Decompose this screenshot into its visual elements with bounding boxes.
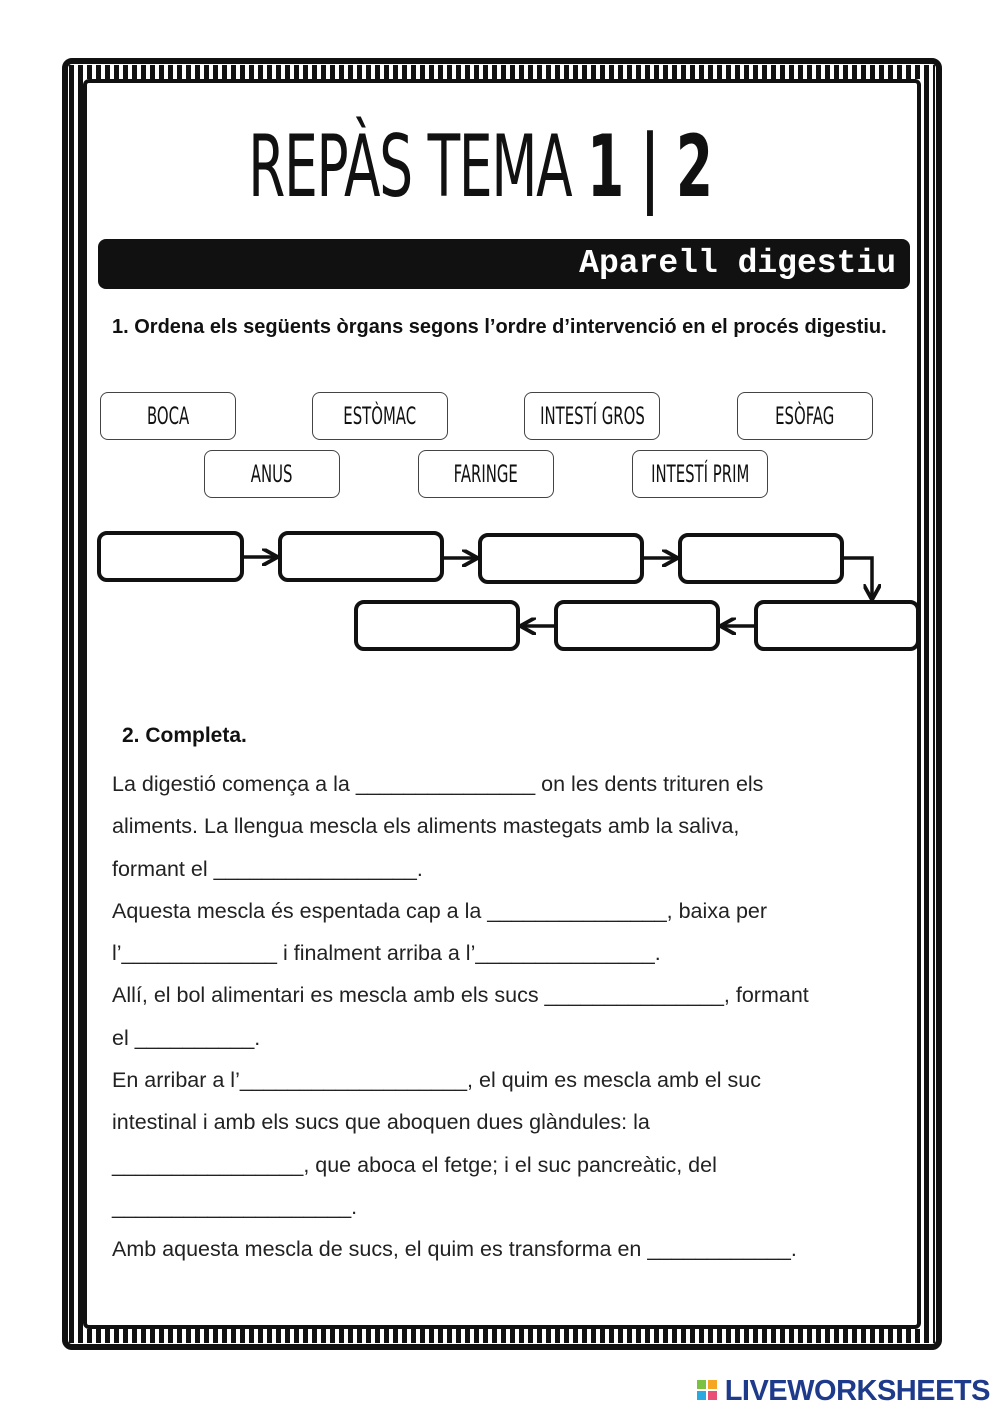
- question-1: 1. Ordena els següents òrgans segons l’ordre d’intervenció en el procés digestiu.: [112, 316, 887, 338]
- organ-chip-label: INTESTÍ GROS: [539, 402, 645, 430]
- title-text: REPÀS TEMA: [248, 117, 588, 217]
- liveworksheets-logo: [697, 1376, 990, 1406]
- answer-box-2[interactable]: [280, 533, 442, 580]
- paragraph-line: el __________.: [112, 1025, 261, 1050]
- paragraph-line: Allí, el bol alimentari es mescla amb els sucs _______________, formant: [112, 983, 809, 1008]
- logo-square: [708, 1380, 717, 1389]
- logo-text: LIVEWORKSHEETS: [724, 1374, 990, 1407]
- paragraph-line: Amb aquesta mescla de sucs, el quim es transforma en ____________.: [112, 1237, 797, 1262]
- organ-chip-label: BOCA: [146, 402, 190, 430]
- question-2: 2. Completa.: [122, 724, 247, 747]
- answer-box-5[interactable]: [756, 602, 918, 649]
- paragraph-line: aliments. La llengua mescla els aliments mastegats amb la saliva,: [112, 814, 740, 839]
- fill-in-paragraph: [112, 763, 912, 1271]
- organ-chip-label: ESTÒMAC: [343, 402, 417, 430]
- logo-square: [697, 1391, 706, 1400]
- answer-box-4[interactable]: [680, 535, 842, 582]
- paragraph-line: En arribar a l’___________________, el quim es mescla amb el suc: [112, 1068, 761, 1093]
- paragraph-line: ____________________.: [112, 1194, 358, 1219]
- organ-chip-label: INTESTÍ PRIM: [650, 460, 750, 488]
- paragraph-line: formant el _________________.: [112, 856, 423, 881]
- answer-box-3[interactable]: [480, 535, 642, 582]
- paragraph-line: l’_____________ i finalment arriba a l’_______________.: [112, 941, 661, 966]
- paragraph-line: intestinal i amb els sucs que aboquen dues glàndules: la: [112, 1110, 650, 1135]
- arrow-4-5: [842, 558, 872, 598]
- logo-square: [697, 1380, 706, 1389]
- title-number: 1 | 2: [587, 117, 712, 217]
- organ-chip-label: FARINGE: [453, 460, 519, 488]
- banner-label: Aparell digestiu: [579, 245, 896, 282]
- answer-box-1[interactable]: [99, 533, 242, 580]
- paragraph-line: ________________, que aboca el fetge; i el suc pancreàtic, del: [112, 1152, 717, 1177]
- logo-square: [708, 1391, 717, 1400]
- sequence-diagram: [0, 0, 1000, 700]
- paragraph-line: Aquesta mescla és espentada cap a la _______________, baixa per: [112, 898, 768, 923]
- organ-chip-label: ESÒFAG: [775, 402, 835, 430]
- logo-icon: [697, 1380, 719, 1402]
- answer-box-7[interactable]: [356, 602, 518, 649]
- paragraph-line: La digestió comença a la _______________ on les dents trituren els: [112, 772, 764, 796]
- answer-box-6[interactable]: [556, 602, 718, 649]
- organ-chip-label: ANUS: [251, 460, 293, 488]
